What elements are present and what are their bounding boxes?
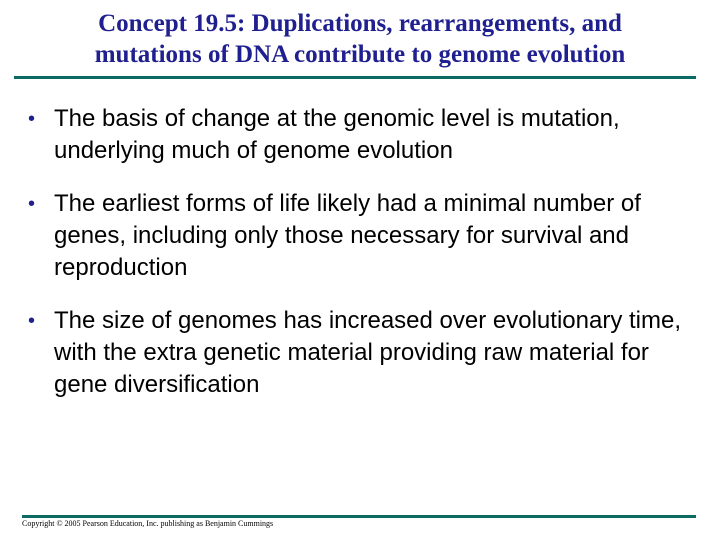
- bullet-text: The size of genomes has increased over evolutionary time, with the extra genetic material providing raw material for gene diversification: [54, 307, 681, 398]
- bullet-list: [28, 103, 688, 422]
- footer-divider: [22, 515, 696, 518]
- bullet-text: The basis of change at the genomic level is mutation, underlying much of genome evolution: [54, 105, 620, 164]
- slide-title: [8, 8, 712, 70]
- title-line-1: Concept 19.5: Duplications, rearrangements, and: [98, 10, 622, 37]
- copyright-notice: Copyright © 2005 Pearson Education, Inc. publishing as Benjamin Cummings: [22, 519, 274, 528]
- bullet-item: [28, 305, 688, 401]
- bullet-icon: •: [28, 310, 36, 332]
- bullet-icon: •: [28, 108, 36, 130]
- bullet-item: [28, 188, 688, 284]
- bullet-text: The earliest forms of life likely had a minimal number of genes, including only those necessary for survival and reproduction: [54, 190, 641, 281]
- bullet-item: [28, 103, 688, 167]
- bullet-icon: •: [28, 193, 36, 215]
- title-line-2: mutations of DNA contribute to genome evolution: [94, 41, 626, 68]
- title-divider: [14, 76, 696, 79]
